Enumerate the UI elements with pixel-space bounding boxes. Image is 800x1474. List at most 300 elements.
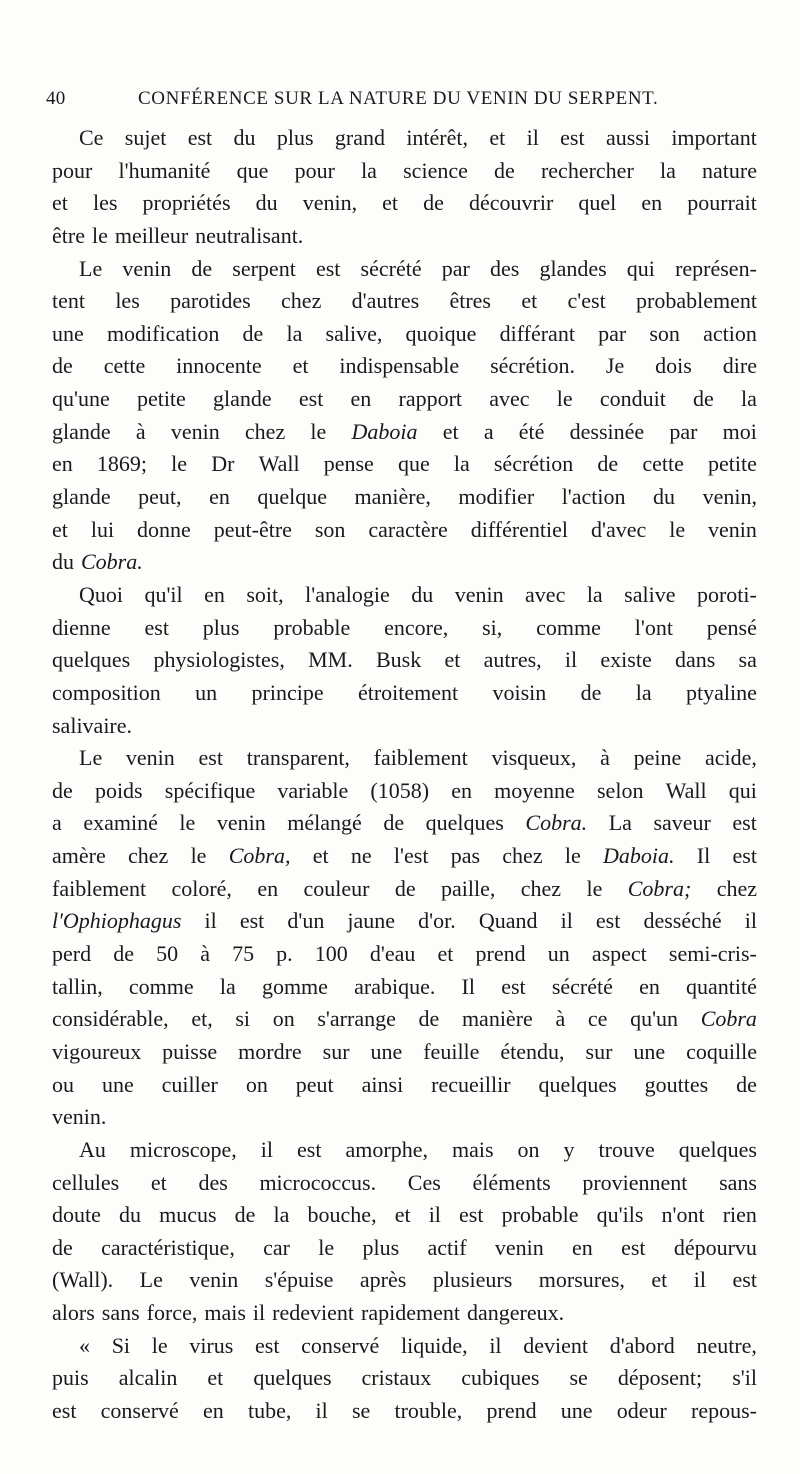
word: Daboia xyxy=(351,418,418,444)
word: venin xyxy=(708,516,757,542)
word: est xyxy=(144,614,169,640)
word: et xyxy=(489,125,506,150)
text-line xyxy=(52,350,757,383)
word: arabique. xyxy=(354,973,436,999)
word: d'abord xyxy=(609,1332,675,1358)
word: pour xyxy=(294,157,335,183)
text-line xyxy=(52,448,757,481)
word: amère xyxy=(52,843,106,869)
word: l'ont xyxy=(634,614,673,640)
word: plus xyxy=(362,1234,400,1260)
word: du xyxy=(52,549,74,575)
word: à xyxy=(200,941,210,967)
word: conservé xyxy=(100,1397,179,1423)
word: été xyxy=(518,418,545,444)
word: existe xyxy=(600,647,652,673)
word: recueillir xyxy=(431,1071,511,1097)
word: qu'un xyxy=(630,1006,679,1032)
word: représen- xyxy=(675,255,757,281)
word: mucus xyxy=(159,1202,217,1228)
word: venin xyxy=(125,745,175,771)
word: qui xyxy=(626,255,655,281)
word: cuiller xyxy=(161,1071,218,1097)
text-line xyxy=(52,579,757,612)
word: Cobra; xyxy=(627,875,692,901)
text-line xyxy=(52,1330,757,1363)
text-line xyxy=(52,514,757,547)
word: pas xyxy=(450,843,481,869)
word: visqueux, xyxy=(491,745,577,771)
word: en xyxy=(451,777,472,803)
word: venin. xyxy=(52,1104,107,1130)
word: il xyxy=(428,1202,441,1228)
word: soit, xyxy=(246,581,284,607)
word: qu'une xyxy=(52,386,110,412)
word: moyenne xyxy=(494,777,575,803)
word: est xyxy=(52,1397,77,1423)
word: transparent, xyxy=(246,745,350,771)
word: p. xyxy=(276,941,293,967)
word: trouble, xyxy=(394,1397,463,1423)
word: actif xyxy=(427,1234,467,1260)
word: par xyxy=(598,320,627,346)
word: caractéristique, xyxy=(101,1234,235,1260)
text-line xyxy=(52,971,757,1004)
word: proviennent xyxy=(582,1169,688,1195)
word: intérêt, xyxy=(406,125,469,150)
word: découvrir xyxy=(469,190,554,216)
word: de xyxy=(736,1071,757,1097)
word: est xyxy=(732,810,757,836)
text-line xyxy=(52,1036,757,1069)
text-line xyxy=(52,742,757,775)
word: innocente xyxy=(176,353,262,379)
word: il xyxy=(260,1136,274,1162)
word: parotides xyxy=(170,288,251,314)
word: est xyxy=(501,973,526,999)
text-line xyxy=(52,383,757,416)
word: la xyxy=(361,157,377,183)
word: le xyxy=(310,418,327,444)
word: pour xyxy=(52,157,93,183)
word: que xyxy=(397,451,430,477)
word: quel xyxy=(578,190,617,216)
word: d'un xyxy=(287,908,325,934)
word: Cobra, xyxy=(228,843,291,869)
word: par xyxy=(669,418,698,444)
word: est xyxy=(187,125,213,150)
word: voisin xyxy=(492,679,547,705)
word: de xyxy=(597,451,619,477)
word: mais xyxy=(204,1300,246,1326)
word: rien xyxy=(722,1202,757,1228)
word: 75 xyxy=(232,941,255,967)
word: ptyaline xyxy=(686,679,757,705)
word: sécrété xyxy=(360,255,422,281)
word: probablement xyxy=(636,288,757,314)
text-line xyxy=(52,1069,757,1102)
word: il xyxy=(252,1300,266,1326)
word: trouve xyxy=(598,1136,655,1162)
word: mélangé xyxy=(287,810,362,836)
word: considérable, xyxy=(52,1006,169,1032)
word: il xyxy=(526,125,539,150)
word: « xyxy=(79,1332,90,1358)
word: alcalin xyxy=(118,1365,178,1391)
word: principe xyxy=(251,679,324,705)
word: du xyxy=(653,484,676,510)
word: pense xyxy=(323,451,374,477)
word: le xyxy=(586,875,603,901)
word: il xyxy=(693,1267,707,1293)
word: en xyxy=(350,386,372,412)
word: sur xyxy=(322,1038,350,1064)
word: à xyxy=(135,418,146,444)
word: paille, xyxy=(441,875,496,901)
word: rechercher xyxy=(540,157,634,183)
word: de xyxy=(394,875,416,901)
word: l'analogie xyxy=(305,581,390,607)
word: micrococcus. xyxy=(259,1169,377,1195)
word: chez xyxy=(502,843,543,869)
word: important xyxy=(671,125,757,150)
word: sur xyxy=(585,1038,613,1064)
word: y xyxy=(563,1136,575,1162)
word: chez xyxy=(520,875,562,901)
word: il xyxy=(564,647,578,673)
word: Ces xyxy=(407,1169,441,1195)
word: le xyxy=(190,843,207,869)
word: Wall xyxy=(258,451,300,477)
word: autres, xyxy=(483,647,542,673)
word: en xyxy=(639,973,660,999)
word: de xyxy=(580,679,602,705)
word: de xyxy=(52,353,73,379)
word: de xyxy=(383,810,405,836)
word: (1058) xyxy=(370,777,430,803)
word: le xyxy=(151,1332,168,1358)
word: est xyxy=(297,1136,322,1162)
word: chez xyxy=(281,288,322,314)
word: probable xyxy=(501,1202,579,1228)
word: force, xyxy=(146,1300,198,1326)
word: est xyxy=(255,1332,280,1358)
word: Cobra. xyxy=(81,549,143,575)
text-line xyxy=(52,1199,757,1232)
word: propriétés xyxy=(142,190,231,216)
page-header xyxy=(46,88,758,118)
word: variable xyxy=(277,777,349,803)
word: quelques xyxy=(253,1365,332,1391)
word: est xyxy=(621,1234,646,1260)
word: venin xyxy=(122,255,172,281)
word: et xyxy=(292,353,309,379)
word: meilleur xyxy=(114,222,189,248)
word: et xyxy=(52,516,68,542)
word: il xyxy=(744,908,757,934)
word: différentiel xyxy=(470,516,569,542)
word: neutre, xyxy=(696,1332,757,1358)
word: manière xyxy=(461,1006,533,1032)
word: les xyxy=(92,190,118,216)
word: caractère xyxy=(368,516,448,542)
word: car xyxy=(263,1234,290,1260)
text-line xyxy=(52,253,757,286)
word: rapport xyxy=(398,386,463,412)
word: quantité xyxy=(686,973,757,999)
word: la xyxy=(586,581,603,607)
word: et xyxy=(521,288,538,314)
word: du xyxy=(255,190,278,216)
word: probable xyxy=(273,614,351,640)
word: Au xyxy=(79,1136,106,1162)
word: Cobra xyxy=(700,1006,757,1032)
text-line xyxy=(52,285,757,318)
word: et xyxy=(442,418,459,444)
word: venin, xyxy=(702,484,757,510)
word: MM. xyxy=(308,647,353,673)
word: et xyxy=(207,1365,224,1391)
word: chez xyxy=(244,418,286,444)
word: et xyxy=(382,190,399,216)
word: dois xyxy=(655,353,692,379)
word: sécrétion xyxy=(493,451,574,477)
text-line xyxy=(52,481,757,514)
text-line xyxy=(52,546,757,579)
word: tube, xyxy=(247,1397,292,1423)
word: du xyxy=(411,581,434,607)
word: comme xyxy=(128,973,194,999)
word: indispensable xyxy=(339,353,460,379)
text-line xyxy=(52,775,757,808)
word: sécrété xyxy=(551,973,613,999)
word: poids xyxy=(94,777,143,803)
text-line xyxy=(52,1003,757,1036)
word: plus xyxy=(202,614,240,640)
word: cette xyxy=(642,451,684,477)
text-line xyxy=(52,1232,757,1265)
page-number: 40 xyxy=(46,88,66,109)
word: coloré, xyxy=(171,875,232,901)
word: qu'ils xyxy=(596,1202,644,1228)
word: les xyxy=(115,288,140,314)
text-line xyxy=(52,1134,757,1167)
word: ne xyxy=(350,843,372,869)
word: la xyxy=(273,1202,290,1228)
word: bouche, xyxy=(307,1202,377,1228)
word: peine xyxy=(633,745,682,771)
word: gomme xyxy=(261,973,328,999)
word: poroti- xyxy=(696,581,757,607)
word: conservé xyxy=(301,1332,380,1358)
text-line xyxy=(52,938,757,971)
word: une xyxy=(633,1038,666,1064)
word: éléments xyxy=(472,1169,551,1195)
word: et xyxy=(444,647,461,673)
text-line xyxy=(52,416,757,449)
word: une xyxy=(560,1397,593,1423)
word: prend xyxy=(486,1397,537,1423)
word: est xyxy=(198,745,223,771)
word: venin xyxy=(216,810,266,836)
word: virus xyxy=(189,1332,234,1358)
word: acide, xyxy=(704,745,757,771)
word: Si xyxy=(111,1332,131,1358)
word: des xyxy=(198,1169,228,1195)
word: et, xyxy=(191,1006,213,1032)
word: alors xyxy=(52,1300,95,1326)
word: Le xyxy=(79,745,103,771)
word: rapidement xyxy=(361,1300,460,1326)
word: il xyxy=(560,908,573,934)
word: conduit xyxy=(599,386,666,412)
word: mordre xyxy=(238,1038,302,1064)
word: desséché xyxy=(643,908,722,934)
word: avec xyxy=(489,386,530,412)
word: Daboia. xyxy=(603,843,675,869)
word: être xyxy=(52,222,85,248)
word: de xyxy=(234,1202,256,1228)
word: est xyxy=(315,255,341,281)
word: il xyxy=(315,1397,328,1423)
word: et xyxy=(312,843,329,869)
word: venin xyxy=(170,418,220,444)
word: se xyxy=(569,1365,588,1391)
word: déposent; xyxy=(617,1365,703,1391)
word: d'or. xyxy=(418,908,456,934)
running-title: CONFÉRENCE SUR LA NATURE DU VENIN DU SERPENT. xyxy=(138,88,659,109)
word: jaune xyxy=(347,908,396,934)
word: venin xyxy=(494,1234,544,1260)
word: feuille xyxy=(423,1038,480,1064)
word: petite xyxy=(708,451,757,477)
word: Je xyxy=(605,353,625,379)
word: repous- xyxy=(691,1397,757,1423)
word: glande xyxy=(52,484,111,510)
word: petite xyxy=(136,386,186,412)
word: peut-être xyxy=(213,516,292,542)
word: est xyxy=(459,1202,484,1228)
word: doute xyxy=(52,1202,101,1228)
word: d'autres xyxy=(351,288,420,314)
word: Il xyxy=(696,843,711,869)
word: plus xyxy=(276,125,314,150)
text-line xyxy=(52,220,757,253)
word: et xyxy=(651,1267,668,1293)
word: et xyxy=(394,1202,411,1228)
text-line xyxy=(52,1297,757,1330)
word: en xyxy=(257,875,279,901)
word: devient xyxy=(523,1332,588,1358)
word: de xyxy=(191,255,213,281)
word: dienne xyxy=(52,614,111,640)
word: quelques xyxy=(52,647,131,673)
word: Busk xyxy=(375,647,422,673)
word: un xyxy=(195,679,218,705)
word: de xyxy=(52,777,73,803)
word: cette xyxy=(103,353,146,379)
word: tallin, xyxy=(52,973,103,999)
word: étendu, xyxy=(500,1038,565,1064)
word: le xyxy=(318,1234,335,1260)
word: donne xyxy=(137,516,191,542)
word: physiologistes, xyxy=(153,647,285,673)
word: 50 xyxy=(156,941,179,967)
word: dangereux. xyxy=(466,1300,565,1326)
text-line xyxy=(52,1264,757,1297)
word: a xyxy=(483,418,494,444)
word: d'avec xyxy=(590,516,647,542)
word: en xyxy=(203,1397,224,1423)
word: en xyxy=(52,451,73,477)
word: tent xyxy=(52,288,85,314)
word: chez xyxy=(128,843,169,869)
word: faiblement xyxy=(373,745,468,771)
text-line xyxy=(52,1362,757,1395)
word: quoique xyxy=(405,320,477,346)
word: si, xyxy=(482,614,503,640)
word: n'ont xyxy=(661,1202,705,1228)
word: en xyxy=(641,190,663,216)
word: de xyxy=(418,1006,440,1032)
word: Quoi xyxy=(79,581,123,607)
word: en xyxy=(209,484,230,510)
word: pourrait xyxy=(687,190,757,216)
word: quelques xyxy=(425,810,504,836)
word: Le xyxy=(79,255,103,281)
word: cubiques xyxy=(461,1365,540,1391)
word: est xyxy=(732,1267,757,1293)
word: pensé xyxy=(706,614,757,640)
word: Dr xyxy=(211,451,235,477)
word: de xyxy=(693,386,714,412)
word: a xyxy=(52,810,62,836)
word: à xyxy=(600,745,610,771)
text-line xyxy=(52,187,757,220)
word: de xyxy=(423,190,444,216)
word: salive, xyxy=(325,320,383,346)
word: Ce xyxy=(79,125,104,150)
word: l'Ophiophagus xyxy=(52,908,182,934)
word: est xyxy=(595,908,621,934)
word: le xyxy=(564,843,581,869)
word: puis xyxy=(52,1365,89,1391)
word: ou xyxy=(52,1071,74,1097)
word: redevient xyxy=(272,1300,354,1326)
word: composition xyxy=(52,679,161,705)
word: on xyxy=(245,1071,268,1097)
word: et xyxy=(437,941,454,967)
word: morsures, xyxy=(538,1267,625,1293)
word: Il xyxy=(461,973,475,999)
word: êtres xyxy=(449,288,491,314)
word: Quand xyxy=(478,908,538,934)
word: aspect xyxy=(591,941,647,967)
word: grand xyxy=(334,125,385,150)
word: de xyxy=(494,157,515,183)
word: encore, xyxy=(384,614,449,640)
word: glande xyxy=(52,418,111,444)
word: la xyxy=(741,386,757,412)
word: on xyxy=(517,1136,540,1162)
word: examiné xyxy=(83,810,158,836)
word: coquille xyxy=(686,1038,757,1064)
word: lui xyxy=(90,516,115,542)
word: dans xyxy=(674,647,716,673)
word: sans xyxy=(719,1169,757,1195)
word: est xyxy=(560,125,585,150)
text-line xyxy=(52,840,757,873)
